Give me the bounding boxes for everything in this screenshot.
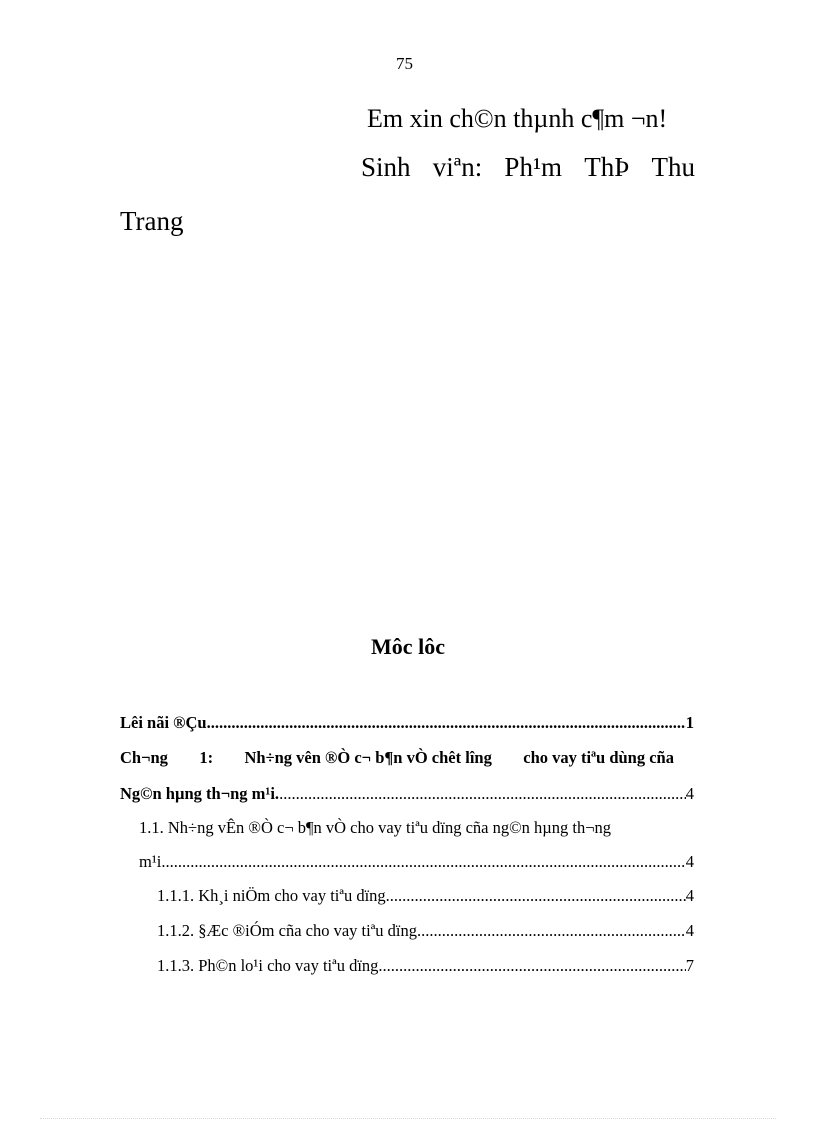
student-word: Thu: [651, 152, 695, 182]
student-word: viªn:: [432, 152, 483, 182]
toc-entry-page: 1: [685, 713, 694, 732]
toc-entry[interactable]: [120, 784, 694, 804]
page-number: 75: [396, 54, 413, 73]
toc-entry-page: 4: [685, 784, 694, 803]
student-word: ThÞ: [584, 152, 630, 182]
toc-entry-text: 1.1.2. §Æc ®iÓm cña cho vay tiªu dïng: [157, 921, 417, 940]
toc-chapter-heading[interactable]: [120, 748, 674, 768]
toc-entry-page: 4: [685, 886, 694, 905]
page-bottom-divider: [40, 1118, 776, 1119]
student-name-continuation: Trang: [120, 206, 184, 236]
thanks-line: Em xin ch©n thµnh c¶m ¬n!: [367, 104, 668, 133]
toc-leader-dots: [166, 852, 686, 872]
toc-entry[interactable]: [157, 886, 694, 906]
toc-chapter-word: Nh÷ng vên ®Ò c¬ b¶n vÒ chêt lîng: [244, 748, 492, 767]
toc-title: Môc lôc: [371, 634, 445, 659]
toc-leader-dots: [279, 784, 686, 804]
toc-chapter-word: cho vay tiªu dùng cña: [523, 748, 674, 767]
toc-entry-text: Ng©n hµng th¬ng m¹i.: [120, 784, 280, 803]
toc-entry-text: 1.1.1. Kh¸i niÖm cho vay tiªu dïng.: [157, 886, 390, 905]
toc-entry[interactable]: [120, 713, 694, 733]
toc-leader-dots: [207, 713, 686, 733]
student-word: Ph¹m: [504, 152, 563, 182]
student-signature-line: [361, 152, 695, 183]
toc-entry-page: 7: [685, 956, 694, 975]
toc-leader-dots: [378, 956, 685, 976]
student-word: Sinh: [361, 152, 411, 182]
toc-entry-text: m¹i.: [139, 852, 166, 871]
toc-leader-dots: [417, 921, 686, 941]
toc-entry-page: 4: [685, 852, 694, 871]
toc-entry[interactable]: [157, 921, 694, 941]
toc-chapter-word: 1:: [199, 748, 214, 767]
toc-entry[interactable]: [157, 956, 694, 976]
toc-section-line1[interactable]: 1.1. Nh÷ng vÊn ®Ò c¬ b¶n vÒ cho vay tiªu dïng cña ng©n hµng th¬ng: [139, 818, 612, 837]
toc-entry-text: Lêi nãi ®Çu: [120, 713, 207, 732]
toc-chapter-word: Ch¬ng: [120, 748, 168, 767]
toc-leader-dots: [390, 886, 686, 906]
toc-entry-text: 1.1.3. Ph©n lo¹i cho vay tiªu dïng: [157, 956, 379, 975]
toc-entry-page: 4: [685, 921, 694, 940]
toc-entry[interactable]: [139, 852, 694, 872]
